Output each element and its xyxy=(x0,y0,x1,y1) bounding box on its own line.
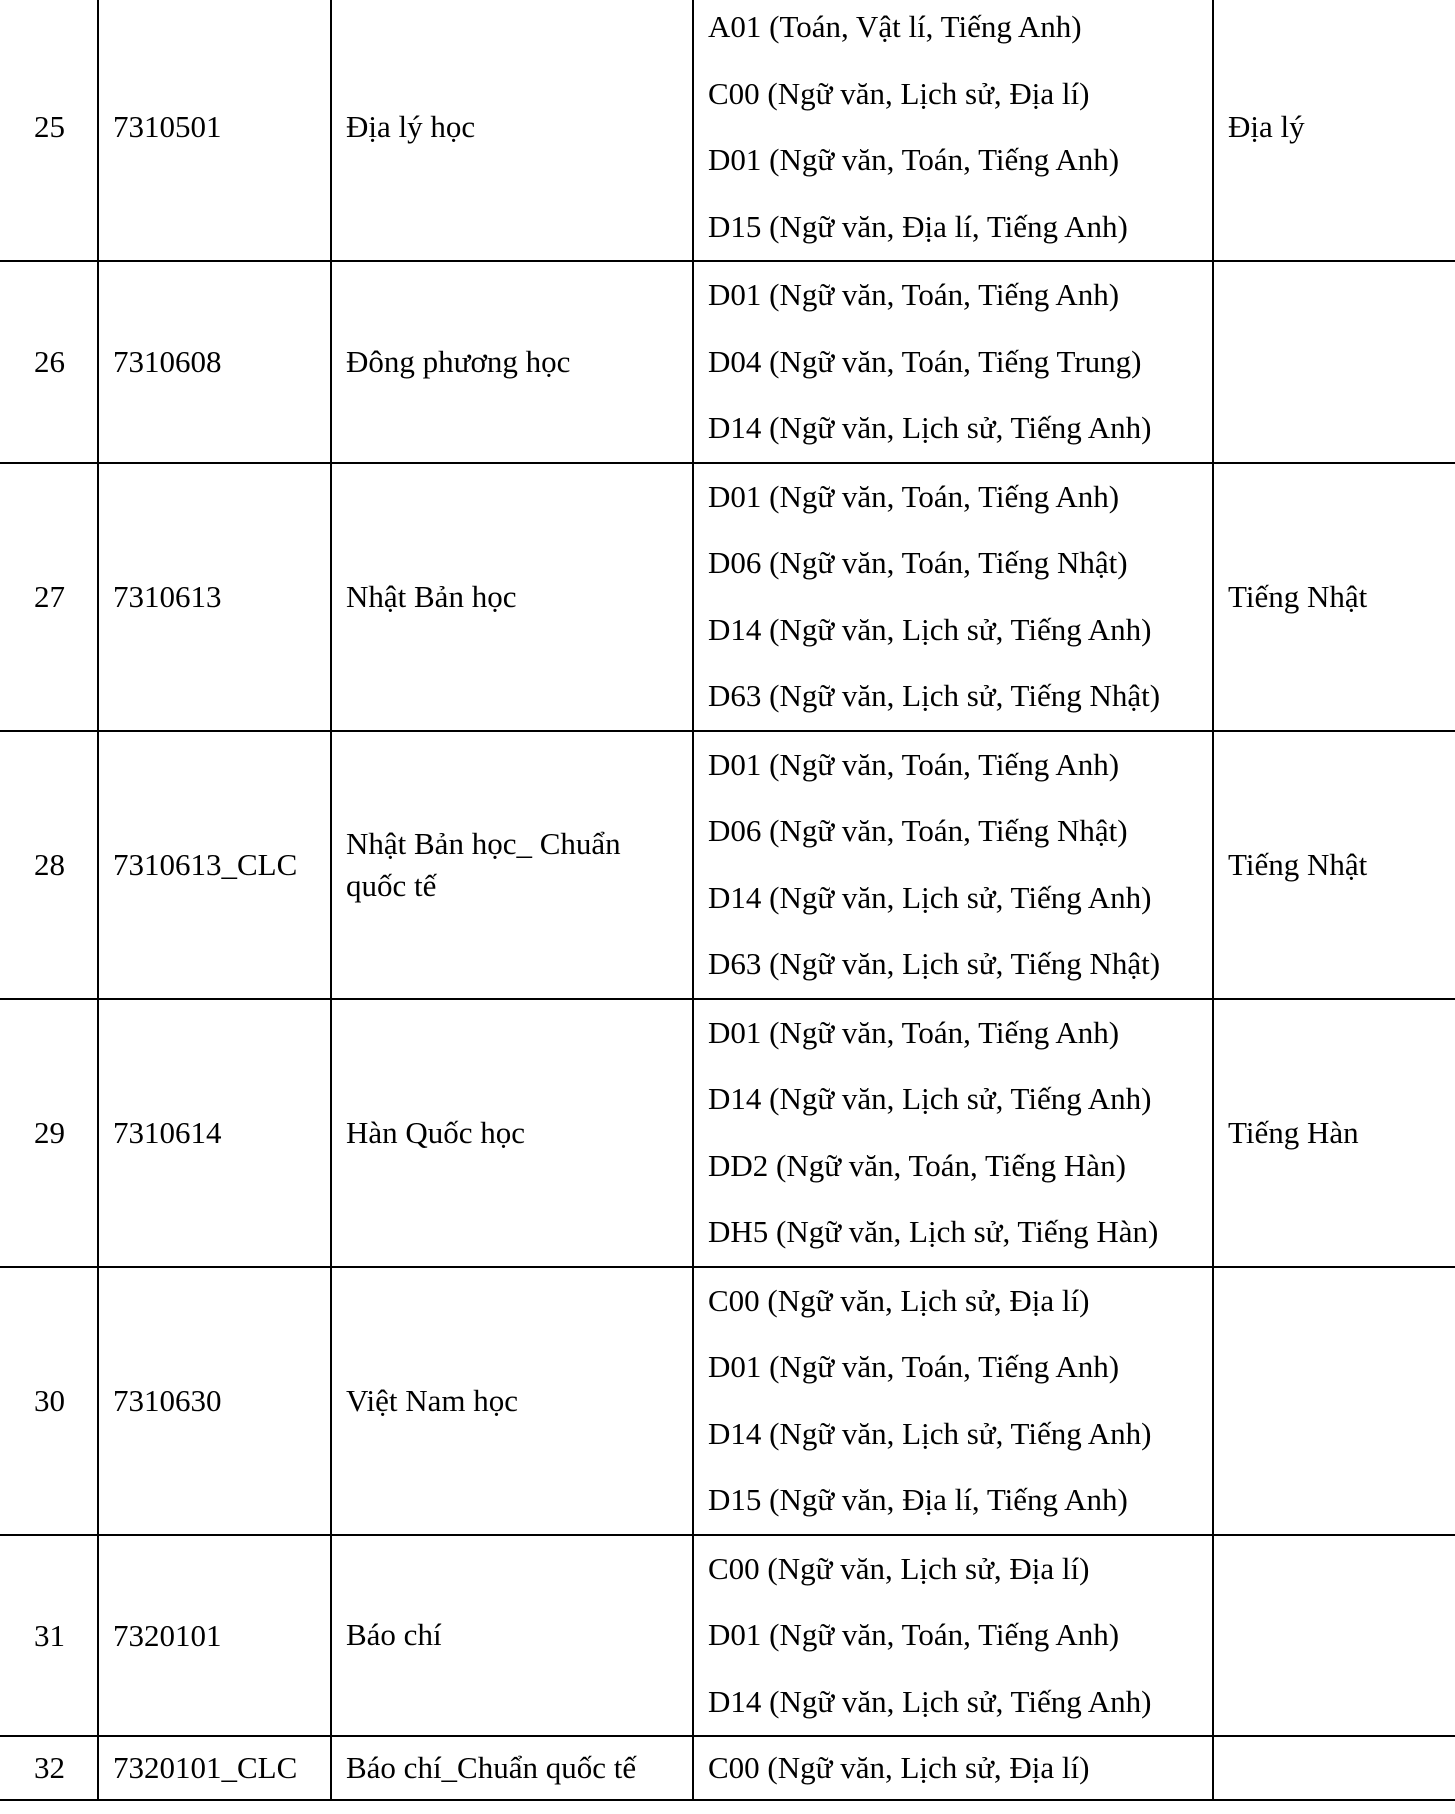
major-code-cell xyxy=(98,463,331,731)
major-code-cell xyxy=(98,0,331,261)
major-name-cell xyxy=(331,999,693,1267)
row-number-cell xyxy=(0,463,98,731)
major-name: Việt Nam học xyxy=(346,1382,519,1418)
row-number-cell xyxy=(0,1267,98,1535)
subject-combo: D14 (Ngữ văn, Lịch sử, Tiếng Anh) xyxy=(708,410,1152,445)
major-code: 7310614 xyxy=(113,1114,222,1150)
major-code-cell xyxy=(98,999,331,1267)
major-name: Nhật Bản học_ Chuẩn quốc tế xyxy=(346,825,621,903)
table-row xyxy=(0,731,1455,999)
major-name-cell xyxy=(331,261,693,463)
subject-combo: D14 (Ngữ văn, Lịch sử, Tiếng Anh) xyxy=(708,1683,1152,1719)
row-number: 32 xyxy=(34,1750,65,1786)
subject-combo: D01 (Ngữ văn, Toán, Tiếng Anh) xyxy=(708,1617,1120,1652)
subject-combo: D63 (Ngữ văn, Lịch sử, Tiếng Nhật) xyxy=(708,946,1161,981)
major-name: Báo chí_Chuẩn quốc tế xyxy=(346,1750,637,1786)
subject-combo: C00 (Ngữ văn, Lịch sử, Địa lí) xyxy=(708,1550,1090,1586)
subject-combos-cell xyxy=(693,731,1213,999)
table-row xyxy=(0,463,1455,731)
subject-combo: D01 (Ngữ văn, Toán, Tiếng Anh) xyxy=(708,142,1120,177)
row-number-cell xyxy=(0,999,98,1267)
row-number-cell xyxy=(0,1535,98,1737)
subject-combos-cell xyxy=(693,1535,1213,1737)
major-name-cell xyxy=(331,1736,693,1800)
major-name: Đông phương học xyxy=(346,343,571,379)
table-row xyxy=(0,261,1455,463)
subject-combo: D06 (Ngữ văn, Toán, Tiếng Nhật) xyxy=(708,813,1128,848)
major-code: 7310613_CLC xyxy=(113,846,298,882)
subject-combo: D06 (Ngữ văn, Toán, Tiếng Nhật) xyxy=(708,545,1128,580)
main-subject-cell xyxy=(1213,1736,1455,1800)
row-number-cell xyxy=(0,1736,98,1800)
major-code: 7320101_CLC xyxy=(113,1750,298,1786)
main-subject-cell xyxy=(1213,731,1455,999)
subject-combos-cell xyxy=(693,1267,1213,1535)
subject-combo: D14 (Ngữ văn, Lịch sử, Tiếng Anh) xyxy=(708,1415,1152,1451)
main-subject-cell xyxy=(1213,1267,1455,1535)
major-code-cell xyxy=(98,1535,331,1737)
row-number: 25 xyxy=(34,109,65,145)
main-subject-cell xyxy=(1213,0,1455,261)
main-subject-cell xyxy=(1213,463,1455,731)
major-name-cell xyxy=(331,0,693,261)
row-number: 30 xyxy=(34,1382,65,1418)
subject-combo: D01 (Ngữ văn, Toán, Tiếng Anh) xyxy=(708,277,1120,312)
subject-combos-cell xyxy=(693,261,1213,463)
main-subject: Địa lý xyxy=(1228,109,1305,145)
main-subject-cell xyxy=(1213,1535,1455,1737)
major-code: 7310501 xyxy=(113,109,222,145)
page-cut-mask xyxy=(694,1806,1212,1814)
major-name: Địa lý học xyxy=(346,109,476,145)
subject-combo: D01 (Ngữ văn, Toán, Tiếng Anh) xyxy=(708,478,1120,514)
subject-combo: C00 (Ngữ văn, Lịch sử, Địa lí) xyxy=(708,1282,1090,1318)
table-row xyxy=(0,1267,1455,1535)
table-row xyxy=(0,1736,1455,1800)
major-name-cell xyxy=(331,731,693,999)
subject-combos-cell xyxy=(693,0,1213,261)
main-subject: Tiếng Hàn xyxy=(1228,1114,1359,1150)
row-number-cell xyxy=(0,0,98,261)
row-number: 28 xyxy=(34,846,65,882)
major-code: 7310613 xyxy=(113,578,222,614)
subject-combo: DH5 (Ngữ văn, Lịch sử, Tiếng Hàn) xyxy=(708,1214,1159,1249)
major-code-cell xyxy=(98,1267,331,1535)
subject-combo: C00 (Ngữ văn, Lịch sử, Địa lí) xyxy=(708,1750,1090,1785)
major-code: 7310630 xyxy=(113,1382,222,1418)
major-name-cell xyxy=(331,463,693,731)
row-number-cell xyxy=(0,731,98,999)
subject-combo: D63 (Ngữ văn, Lịch sử, Tiếng Nhật) xyxy=(708,678,1161,713)
major-name: Báo chí xyxy=(346,1617,442,1653)
subject-combo: D04 (Ngữ văn, Toán, Tiếng Trung) xyxy=(708,343,1142,379)
subject-combo: C00 (Ngữ văn, Lịch sử, Địa lí) xyxy=(708,75,1090,111)
major-code-cell xyxy=(98,731,331,999)
major-code-cell xyxy=(98,261,331,463)
subject-combo: D14 (Ngữ văn, Lịch sử, Tiếng Anh) xyxy=(708,611,1152,647)
row-number-cell xyxy=(0,261,98,463)
table-row xyxy=(0,1535,1455,1737)
subject-combo: D14 (Ngữ văn, Lịch sử, Tiếng Anh) xyxy=(708,1081,1152,1116)
main-subject-cell xyxy=(1213,999,1455,1267)
main-subject: Tiếng Nhật xyxy=(1228,846,1368,882)
row-number: 26 xyxy=(34,344,65,380)
subject-combo: D01 (Ngữ văn, Toán, Tiếng Anh) xyxy=(708,746,1120,782)
major-name: Hàn Quốc học xyxy=(346,1114,526,1150)
subject-combo: D15 (Ngữ văn, Địa lí, Tiếng Anh) xyxy=(708,208,1128,244)
row-number: 31 xyxy=(34,1617,65,1653)
major-code: 7320101 xyxy=(113,1617,222,1653)
subject-combo: D01 (Ngữ văn, Toán, Tiếng Anh) xyxy=(708,1014,1120,1050)
subject-combo: D15 (Ngữ văn, Địa lí, Tiếng Anh) xyxy=(708,1482,1128,1517)
main-subject: Tiếng Nhật xyxy=(1228,578,1368,614)
subject-combos-cell xyxy=(693,999,1213,1267)
major-code: 7310608 xyxy=(113,344,222,380)
table-row xyxy=(0,999,1455,1267)
subject-combo: D14 (Ngữ văn, Lịch sử, Tiếng Anh) xyxy=(708,879,1152,915)
subject-combo: A01 (Toán, Vật lí, Tiếng Anh) xyxy=(708,9,1082,44)
major-name: Nhật Bản học xyxy=(346,578,517,614)
subject-combo: DD2 (Ngữ văn, Toán, Tiếng Hàn) xyxy=(708,1147,1126,1183)
major-name-cell xyxy=(331,1267,693,1535)
major-code-cell xyxy=(98,1736,331,1800)
row-number: 29 xyxy=(34,1114,65,1150)
major-name-cell xyxy=(331,1535,693,1737)
main-subject-cell xyxy=(1213,261,1455,463)
row-number: 27 xyxy=(34,578,65,614)
subject-combos-cell xyxy=(693,1736,1213,1800)
subject-combos-cell xyxy=(693,463,1213,731)
table-row xyxy=(0,0,1455,261)
subject-combo: D01 (Ngữ văn, Toán, Tiếng Anh) xyxy=(708,1349,1120,1384)
